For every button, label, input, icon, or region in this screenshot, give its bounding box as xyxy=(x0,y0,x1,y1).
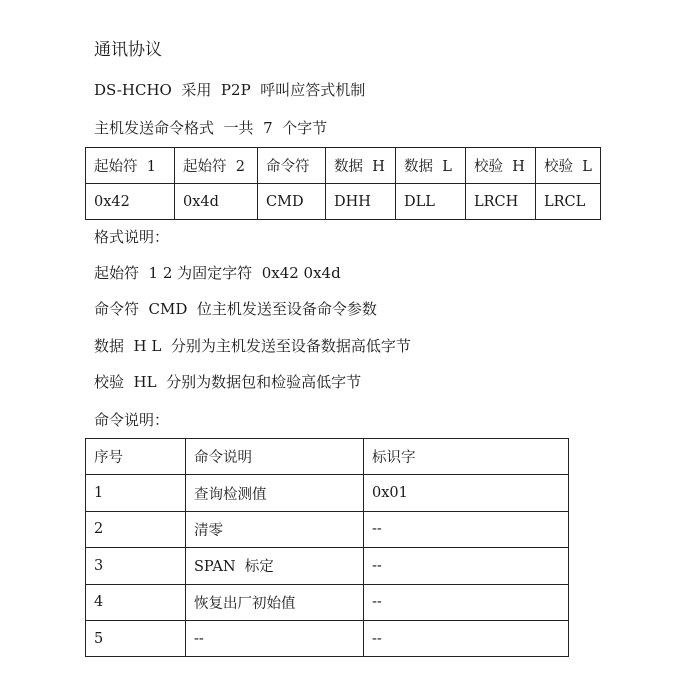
table-row xyxy=(86,620,569,656)
table-cell: -- xyxy=(364,620,569,656)
frame-intro-text: 主机发送命令格式 一共 7 个字节 xyxy=(94,119,328,137)
table-cell: DLL xyxy=(396,184,466,220)
table-header-cell: 校验 H xyxy=(466,148,536,184)
table-cell: 3 xyxy=(86,548,186,584)
table-cell: LRCL xyxy=(536,184,601,220)
table-header-row xyxy=(86,439,569,475)
frame-format-table xyxy=(85,147,601,220)
table-cell: 恢复出厂初始值 xyxy=(186,584,364,620)
table-cell: 查询检测值 xyxy=(186,475,364,511)
table-header-row xyxy=(86,148,601,184)
table-header-cell: 校验 L xyxy=(536,148,601,184)
document-title: 通讯协议 xyxy=(94,40,162,60)
command-table xyxy=(85,438,569,657)
table-row xyxy=(86,184,601,220)
table-row xyxy=(86,475,569,511)
table-header-cell: 标识字 xyxy=(364,439,569,475)
table-cell: 5 xyxy=(86,620,186,656)
format-line: 数据 H L 分别为主机发送至设备数据高低字节 xyxy=(94,337,411,355)
table-cell: -- xyxy=(364,584,569,620)
table-cell: SPAN 标定 xyxy=(186,548,364,584)
mechanism-text: DS-HCHO 采用 P2P 呼叫应答式机制 xyxy=(94,81,366,99)
table-cell: CMD xyxy=(258,184,326,220)
table-cell: 4 xyxy=(86,584,186,620)
table-row xyxy=(86,511,569,547)
table-header-cell: 命令符 xyxy=(258,148,326,184)
table-cell: 清零 xyxy=(186,511,364,547)
table-row xyxy=(86,584,569,620)
table-cell: 2 xyxy=(86,511,186,547)
command-heading: 命令说明： xyxy=(94,411,170,429)
table-header-cell: 起始符 1 xyxy=(86,148,175,184)
table-cell: 0x4d xyxy=(175,184,258,220)
table-header-cell: 序号 xyxy=(86,439,186,475)
table-header-cell: 起始符 2 xyxy=(175,148,258,184)
format-line: 校验 HL 分别为数据包和检验高低字节 xyxy=(94,373,362,391)
table-cell: LRCH xyxy=(466,184,536,220)
table-header-cell: 数据 L xyxy=(396,148,466,184)
format-line: 命令符 CMD 位主机发送至设备命令参数 xyxy=(94,300,377,318)
table-cell: -- xyxy=(364,511,569,547)
table-cell: 0x42 xyxy=(86,184,175,220)
table-cell: DHH xyxy=(326,184,396,220)
table-cell: 1 xyxy=(86,475,186,511)
table-row xyxy=(86,548,569,584)
table-cell: -- xyxy=(364,548,569,584)
table-header-cell: 命令说明 xyxy=(186,439,364,475)
table-cell: -- xyxy=(186,620,364,656)
format-line: 起始符 1 2 为固定字符 0x42 0x4d xyxy=(94,264,341,282)
format-heading: 格式说明： xyxy=(94,228,170,246)
table-cell: 0x01 xyxy=(364,475,569,511)
table-header-cell: 数据 H xyxy=(326,148,396,184)
